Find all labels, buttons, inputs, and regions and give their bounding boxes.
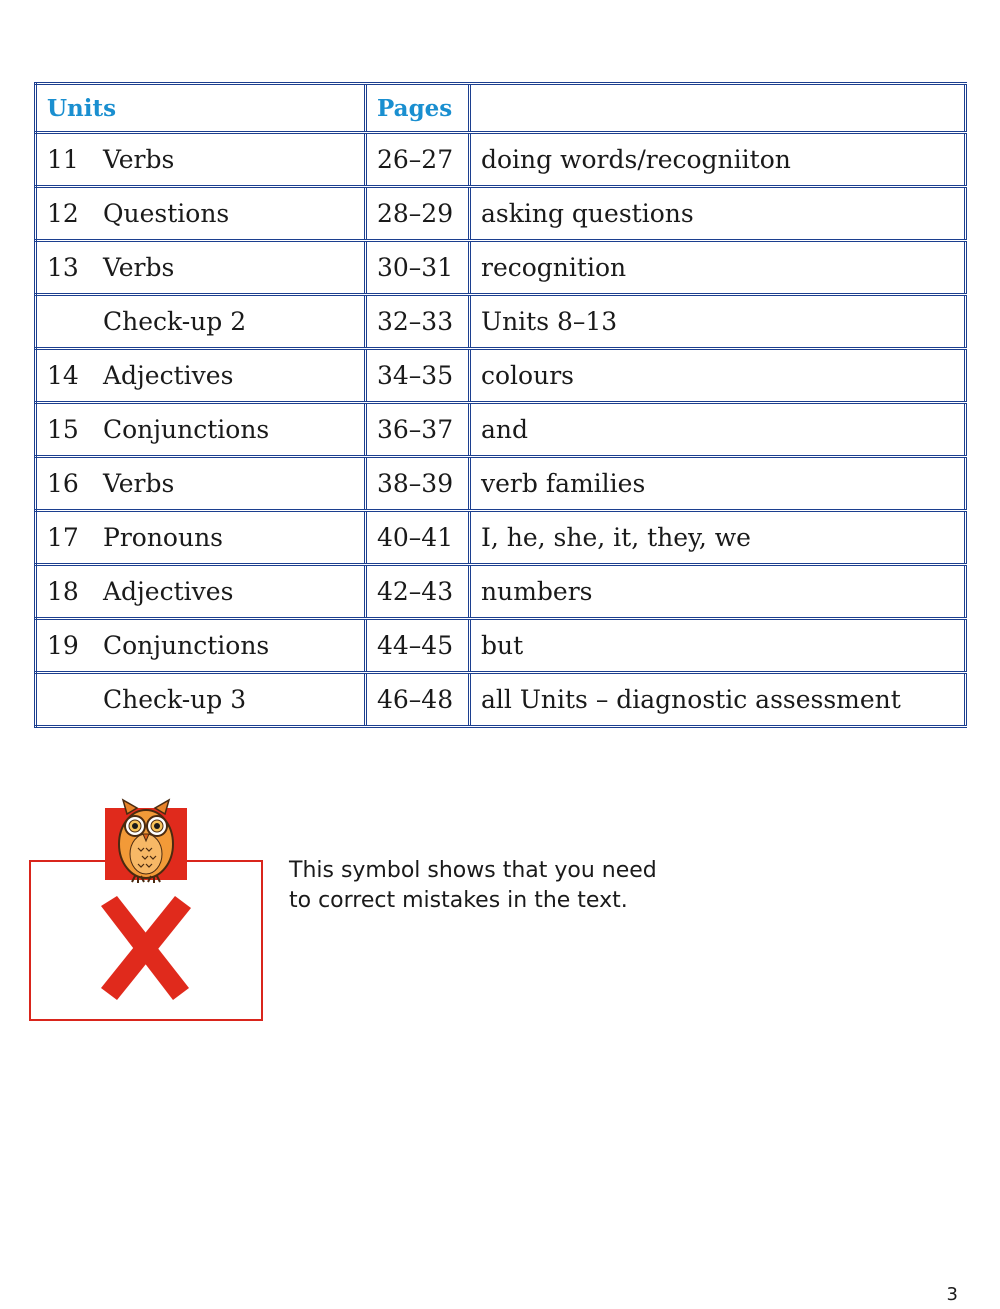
table-row bbox=[36, 241, 966, 295]
description-cell: asking questions bbox=[470, 187, 966, 241]
unit-name: Verbs bbox=[103, 469, 175, 498]
description-cell: recognition bbox=[470, 241, 966, 295]
unit-number: 12 bbox=[47, 199, 79, 228]
description-cell: but bbox=[470, 619, 966, 673]
unit-cell bbox=[36, 349, 366, 403]
table-row bbox=[36, 187, 966, 241]
description-cell: numbers bbox=[470, 565, 966, 619]
unit-number: 17 bbox=[47, 523, 79, 552]
pages-cell: 36–37 bbox=[366, 403, 470, 457]
table-row bbox=[36, 673, 966, 727]
unit-name: Questions bbox=[103, 199, 230, 228]
unit-name: Check-up 3 bbox=[103, 685, 247, 714]
description-header bbox=[470, 84, 966, 133]
description-cell: colours bbox=[470, 349, 966, 403]
table-header-row bbox=[36, 84, 966, 133]
pages-cell: 38–39 bbox=[366, 457, 470, 511]
unit-cell bbox=[36, 511, 366, 565]
description-cell: and bbox=[470, 403, 966, 457]
table-row bbox=[36, 349, 966, 403]
pages-cell: 34–35 bbox=[366, 349, 470, 403]
units-header: Units bbox=[36, 84, 366, 133]
unit-name: Conjunctions bbox=[103, 631, 270, 660]
unit-cell bbox=[36, 457, 366, 511]
unit-cell bbox=[36, 619, 366, 673]
table-row bbox=[36, 403, 966, 457]
unit-cell bbox=[36, 133, 366, 187]
unit-number: 15 bbox=[47, 415, 79, 444]
pages-cell: 40–41 bbox=[366, 511, 470, 565]
unit-name: Adjectives bbox=[103, 361, 234, 390]
unit-cell bbox=[36, 565, 366, 619]
unit-number: 13 bbox=[47, 253, 79, 282]
table-row bbox=[36, 295, 966, 349]
description-cell: I, he, she, it, they, we bbox=[470, 511, 966, 565]
unit-cell bbox=[36, 673, 366, 727]
table-row bbox=[36, 511, 966, 565]
description-cell: Units 8–13 bbox=[470, 295, 966, 349]
unit-name: Conjunctions bbox=[103, 415, 270, 444]
description-cell: doing words/recogniiton bbox=[470, 133, 966, 187]
description-cell: verb families bbox=[470, 457, 966, 511]
pages-header: Pages bbox=[366, 84, 470, 133]
table-row bbox=[36, 565, 966, 619]
table-row bbox=[36, 619, 966, 673]
unit-name: Adjectives bbox=[103, 577, 234, 606]
unit-cell bbox=[36, 403, 366, 457]
unit-number: 14 bbox=[47, 361, 79, 390]
pages-cell: 44–45 bbox=[366, 619, 470, 673]
red-cross-icon bbox=[95, 892, 195, 1004]
table-row bbox=[36, 457, 966, 511]
unit-name: Check-up 2 bbox=[103, 307, 247, 336]
unit-cell bbox=[36, 295, 366, 349]
description-cell: all Units – diagnostic assessment bbox=[470, 673, 966, 727]
unit-name: Verbs bbox=[103, 145, 175, 174]
table-body bbox=[36, 133, 966, 727]
unit-cell bbox=[36, 241, 366, 295]
unit-name: Verbs bbox=[103, 253, 175, 282]
unit-cell bbox=[36, 187, 366, 241]
unit-number: 19 bbox=[47, 631, 79, 660]
owl-icon bbox=[105, 796, 187, 886]
pages-cell: 30–31 bbox=[366, 241, 470, 295]
owl-tile bbox=[105, 808, 187, 880]
table-row bbox=[36, 133, 966, 187]
unit-number: 16 bbox=[47, 469, 79, 498]
page-number: 3 bbox=[946, 1284, 958, 1305]
unit-name: Pronouns bbox=[103, 523, 224, 552]
pages-cell: 42–43 bbox=[366, 565, 470, 619]
unit-number: 11 bbox=[47, 145, 79, 174]
units-table bbox=[34, 82, 967, 728]
pages-cell: 28–29 bbox=[366, 187, 470, 241]
legend-text: This symbol shows that you need to correct mistakes in the text. bbox=[289, 858, 657, 913]
unit-number: 18 bbox=[47, 577, 79, 606]
pages-cell: 32–33 bbox=[366, 295, 470, 349]
pages-cell: 26–27 bbox=[366, 133, 470, 187]
pages-cell: 46–48 bbox=[366, 673, 470, 727]
